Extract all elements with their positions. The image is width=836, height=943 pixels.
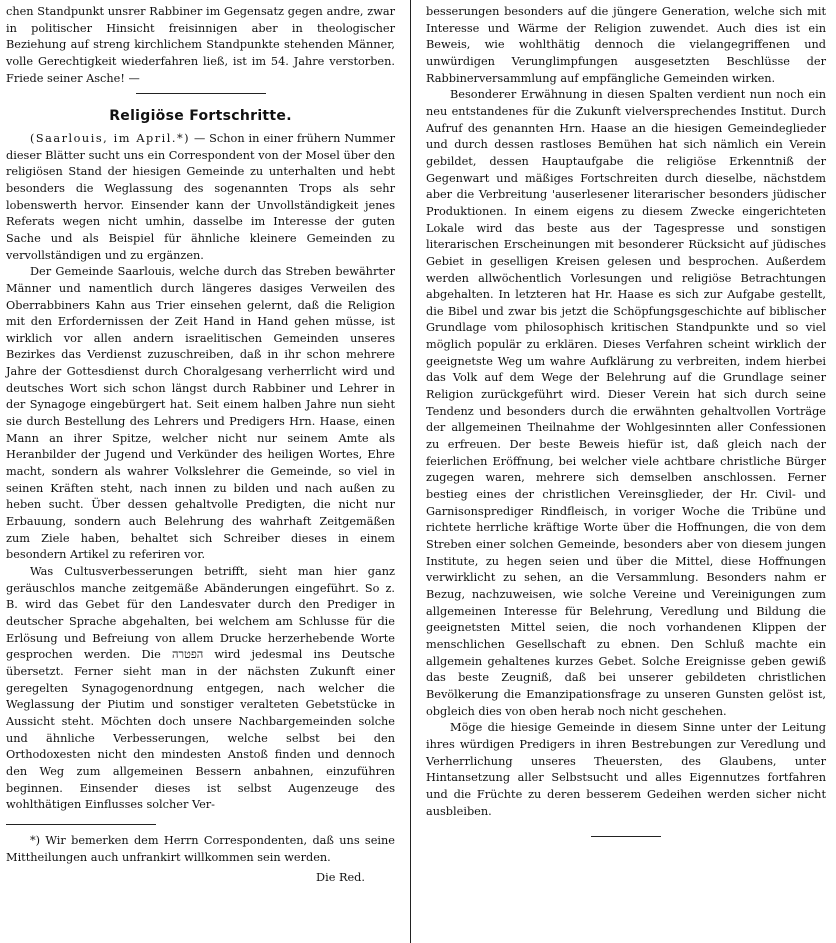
- footnote-separator: [6, 824, 156, 825]
- right-column: [426, 4, 826, 837]
- section-separator: [136, 93, 266, 94]
- article-paragraph-1-text: — Schon in einer frühern Nummer dieser Blätter sucht uns ein Correspondent von der Mosel über den religiösen Stand der hiesigen Gemeinde zu unterhalten und hebt besonders die Weglassung des sogenannten Trops als sehr lobenswerth hervor. Einsender kann der Unvollständigkeit jenes Referats wegen nicht umhin, dasselbe im Interesse der guten Sache und als Beispiel für ähnliche kleinere Gemeinden zu vervollständigen und zu ergänzen.: [6, 131, 395, 262]
- footnote: *) Wir bemerken dem Herrn Correspondenten, daß uns seine Mittheilungen auch unfrankirt willkommen sein werden.: [6, 833, 395, 864]
- article-paragraph-1: [6, 131, 395, 264]
- closing-paragraph: Möge die hiesige Gemeinde in diesem Sinne unter der Leitung ihres würdigen Predigers in ihren Bestrebungen zur Veredlung und Verherrlichung unseres Theuersten, des Glaubens, unter Hintansetzung aller Selbstsucht und alles Eigennutzes fortfahren und die Früchte zu deren besserem Gedeihen werden sicher nicht ausbleiben.: [426, 721, 826, 818]
- continued-paragraph: besserungen besonders auf die jüngere Generation, welche sich mit Interesse und Wärme der Religion zuwendet. Auch dies ist ein Beweis, wie wohlthätig dennoch die vielangegriffenen und unwürdigen Verunglimpfungen ausgesetzten Beschlüsse der Rabbinerversammlung auf empfängliche Gemeinden wirken.: [426, 5, 826, 85]
- dateline: (Saarlouis, im April.*): [30, 131, 191, 145]
- editor-signoff: Die Red.: [316, 871, 365, 885]
- institute-paragraph: Besonderer Erwähnung in diesen Spalten verdient nun noch ein neu entstandenes für die Zukunft vielversprechendes Institut. Durch Aufruf des genannten Hrn. Haase an die hiesigen Gemeindeglieder und durch dessen rastloses Bemühen hat sich nämlich ein Verein gebildet, dessen Hauptaufgabe die religiöse Erkenntniß der Gegenwart und mäßiges Fortschreiten durch dieselbe, nächstdem aber die Verbreitung 'auserlesener literarischer besonders jüdischer Produktionen. In einem eigens zu diesem Zwecke eingerichteten Lokale wird das beste aus der Tagespresse und sonstigen literarischen Erscheinungen mit besonderer Rücksicht auf jüdisches Gebiet in geselligen Kreisen gelesen und besprochen. Außerdem werden allwöchentlich Vorlesungen und religiöse Betrachtungen abgehalten. In letzteren hat Hr. Haase es sich zur Aufgabe gestellt, die Bibel und zwar bis jetzt die Schöpfungsgeschichte auf biblischer Grundlage vom philosophisch kritischen Standpunkte und so viel möglich populär zu erklären. Dieses Verfahren scheint wirklich der geeignetste Weg um wahre Aufklärung zu verbreiten, indem hierbei das Volk auf dem Wege der Belehrung auf die Grundlage seiner Religion zurückgeführt wird. Dieser Verein hat sich durch seine Tendenz und besonders durch die erwähnten gehaltvollen Vorträge der allgemeinen Theilnahme der Wohlgesinnten aller Confessionen zu erfreuen. Der beste Beweis hiefür ist, daß gleich nach der feierlichen Eröffnung, bei welcher viele achtbare christliche Bürger zugegen waren, mehrere sich demselben anschlossen. Ferner bestieg eines der christlichen Vereinsglieder, der Hr. Civil- und Garnisonsprediger Rindfleisch, in voriger Woche die Tribüne und richtete herrliche kräftige Worte über die Hoffnungen, die von dem Streben einer solchen Gemeinde, besonders aber von diesem jungen Institute, zu hegen seien und über die Mittel, diese Hoffnungen verwirklicht zu sehen, an die Versammlung. Besonders nahm er Bezug, nachzuweisen, wie solche Vereine und Vereinigungen zum allgemeinen Interesse für Belehrung, Veredlung und Bildung die geeignetsten Mittel seien, die noch vorhandenen Klippen der menschlichen Gesellschaft zu ebnen. Den Schluß machte ein allgemein gehaltenes kurzes Gebet. Solche Ereignisse geben gewiß das beste Zeugniß, daß bei unserer gebildeten christlichen Bevölkerung die Emanzipationsfrage zu unseren Gunsten gelöst ist, obgleich dies von oben herab noch nicht geschehen.: [426, 88, 826, 718]
- article-paragraph-3: Was Cultusverbesserungen betrifft, sieht man hier ganz geräuschlos manche zeitgemäße Abänderungen eingeführt. So z. B. wird das Gebet für den Landesvater durch den Prediger in deutscher Sprache abgehalten, bei welchem am Schlusse für die Erlösung und Befreiung von allem Drucke herzerhebende Worte gesprochen werden. Die הפטרה wird jedesmal ins Deutsche übersetzt. Ferner sieht man in der nächsten Zukunft einer geregelten Synagogenordnung entgegen, nach welcher die Weglassung der Piutim und sonstiger veralteten Gebetstücke in Aussicht steht. Möchten doch unsere Nachbargemeinden solche und ähnliche Verbesserungen, welche selbst bei den Orthodoxesten nicht den mindesten Anstoß finden und dennoch den Weg zum allgemeinen Bessern anbahnen, einzuführen beginnen. Einsender dieses ist selbst Augenzeuge des wohlthätigen Einflusses solcher Ver-: [6, 565, 395, 812]
- intro-paragraph: chen Standpunkt unsrer Rabbiner im Gegensatz gegen andre, zwar in politischer Hinsicht freisinnigen aber in theologischer Beziehung auf streng kirchlichem Standpunkte stehenden Männer, volle Gerechtigkeit wiederfahren ließ, ist im 54. Jahre verstorben. Friede seiner Asche! —: [6, 5, 395, 85]
- article-paragraph-2: Der Gemeinde Saarlouis, welche durch das Streben bewährter Männer und namentlich durch längeres dasiges Verweilen des Oberrabbiners Kahn aus Trier einsehen gelernt, daß die Religion mit den Erfordernissen der Zeit Hand in Hand gehen müsse, ist wirklich vor allen andern israelitischen Gemeinden unseres Bezirkes das Verdienst zuzuschreiben, daß in ihr schon mehrere Jahre der Gottesdienst durch Choralgesang verherrlicht wird und deutsches Wort sich schon längst durch Rabbiner und Lehrer in der Synagoge eingebürgert hat. Seit einem halben Jahre nun sieht sie durch Bestellung des Lehrers und Predigers Hrn. Haase, einen Mann an ihrer Spitze, welcher nicht nur seinem Amte als Heranbilder der Jugend und Verkünder des heiligen Wortes, Ehre macht, sondern als wahrer Volkslehrer die Gemeinde, so viel in seinen Kräften steht, nach innen zu bilden und nach außen zu heben sucht. Über dessen gehaltvolle Predigten, die nicht nur Erbauung, sondern auch Belehrung des wahrhaft Zeitgemäßen zum Ziele haben, behaltet sich Schreiber dieses in einem besondern Artikel zu referiren vor.: [6, 265, 395, 562]
- column-divider: [410, 0, 411, 943]
- article-headline: Religiöse Fortschritte.: [109, 108, 292, 125]
- left-column: [6, 4, 395, 887]
- end-rule: [591, 836, 661, 837]
